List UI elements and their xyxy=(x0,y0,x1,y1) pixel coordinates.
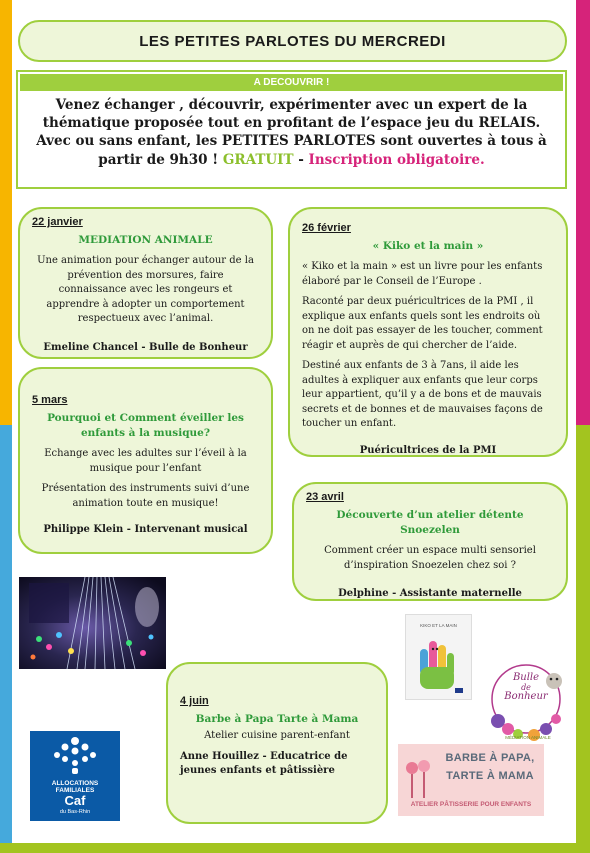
event-speaker: Puéricultrices de la PMI xyxy=(359,444,497,456)
event-description: Comment créer un espace multi sensoriel d’inspiration Snoezelen chez soi ? xyxy=(324,545,536,571)
book-title-text: KIKO ET LA MAIN xyxy=(420,623,457,628)
event-date: 22 janvier xyxy=(32,216,83,228)
right-lime-bar xyxy=(576,425,590,853)
barbe-line-3: ATELIER PÂTISSERIE POUR ENFANTS xyxy=(410,801,532,808)
intro-line-2 xyxy=(32,132,551,168)
intro-line-1: Venez échanger , découvrir, expérimenter avec un expert de la thématique proposée tout en profitant de l’espace jeu du RELAIS. xyxy=(42,97,541,132)
caf-line-1: ALLOCATIONS xyxy=(51,780,99,787)
bulle-word-3: Bonheur xyxy=(504,690,548,702)
event-date: 5 mars xyxy=(32,394,68,406)
event-title: MEDIATION ANIMALE xyxy=(78,233,213,246)
intro-box xyxy=(16,70,567,189)
event-paragraph-1: Echange avec les adultes sur l’éveil à la musique pour l’enfant xyxy=(44,448,247,474)
event-paragraph-3: Destiné aux enfants de 3 à 7ans, il aide les adultes à expliquer aux enfants que leur corps leur appartient, qu’il y a de bons et de mauvais secrets et de bonnes et de mauvaises façons de toucher un enfant. xyxy=(302,360,543,430)
right-magenta-bar xyxy=(576,0,590,425)
event-card-janvier xyxy=(18,207,273,359)
intro-line-2-text: Avec ou sans enfant, les PETITES PARLOTES sont ouvertes à tous à partir de 9h30 ! xyxy=(36,133,547,168)
free-label: GRATUIT xyxy=(222,151,294,168)
snoezelen-photo xyxy=(19,577,166,669)
intro-body xyxy=(18,91,565,169)
bulle-de-bonheur-logo xyxy=(486,659,572,745)
barbe-line-2: TARTE À MAMA xyxy=(446,770,534,782)
event-paragraph-1: « Kiko et la main » est un livre pour les enfants élaboré par le Conseil de l’Europe . xyxy=(302,261,543,287)
event-title: Pourquoi et Comment éveiller les enfants à la musique? xyxy=(47,411,244,440)
event-speaker: Emeline Chancel - Bulle de Bonheur xyxy=(43,341,248,353)
event-card-fevrier xyxy=(288,207,568,457)
bulle-word-1: Bulle xyxy=(512,672,540,683)
event-date: 4 juin xyxy=(180,695,209,707)
event-title: Barbe à Papa Tarte à Mama xyxy=(195,712,359,725)
barbe-a-papa-logo xyxy=(398,744,544,816)
event-paragraph-2: Présentation des instruments suivi d’une animation toute en musique! xyxy=(41,483,250,509)
caf-line-2: FAMILIALES xyxy=(55,787,95,795)
event-date: 23 avril xyxy=(306,491,344,503)
event-speaker: Delphine - Assistante maternelle xyxy=(338,588,522,600)
bottom-lime-bar xyxy=(0,843,590,853)
left-yellow-bar xyxy=(0,0,12,425)
left-blue-bar xyxy=(0,425,12,853)
event-description: Atelier cuisine parent-enfant xyxy=(204,730,350,742)
intro-separator: - xyxy=(293,151,309,168)
caf-logo xyxy=(30,731,120,821)
event-card-mars xyxy=(18,367,273,554)
page-title: LES PETITES PARLOTES DU MERCREDI xyxy=(18,20,567,62)
event-title: « Kiko et la main » xyxy=(372,239,484,252)
intro-header: A DECOUVRIR ! xyxy=(20,74,563,91)
signup-label: Inscription obligatoire. xyxy=(308,151,485,168)
bulle-word-2: de xyxy=(521,682,531,692)
event-title: Découverte d’un atelier détente Snoezelen xyxy=(336,508,524,537)
bulle-subtitle: MÉDIATION ANIMALE xyxy=(505,735,551,740)
event-paragraph-2: Raconté par deux puéricultrices de la PMI , il explique aux enfants quels sont les endroits où on ne doit pas essayer de les toucher, comment réagir et auprès de qui chercher de l’aide. xyxy=(302,296,543,351)
caf-name: Caf xyxy=(64,793,86,809)
event-card-avril xyxy=(292,482,568,601)
caf-region: du Bas-Rhin xyxy=(59,808,91,815)
event-speaker: Anne Houillez - Educatrice de jeunes enfants et pâtissière xyxy=(180,750,348,777)
event-date: 26 février xyxy=(302,222,351,234)
barbe-line-1: BARBE À PAPA, xyxy=(445,752,535,764)
event-card-juin xyxy=(166,662,388,824)
caf-people-icon xyxy=(45,735,105,775)
event-description: Une animation pour échanger autour de la prévention des morsures, faire connaissance avec les rongeurs et apprendre à adopter un comportement respectueux avec l’animal. xyxy=(37,255,254,325)
event-speaker: Philippe Klein - Intervenant musical xyxy=(43,524,248,536)
kiko-book-cover xyxy=(405,614,472,700)
